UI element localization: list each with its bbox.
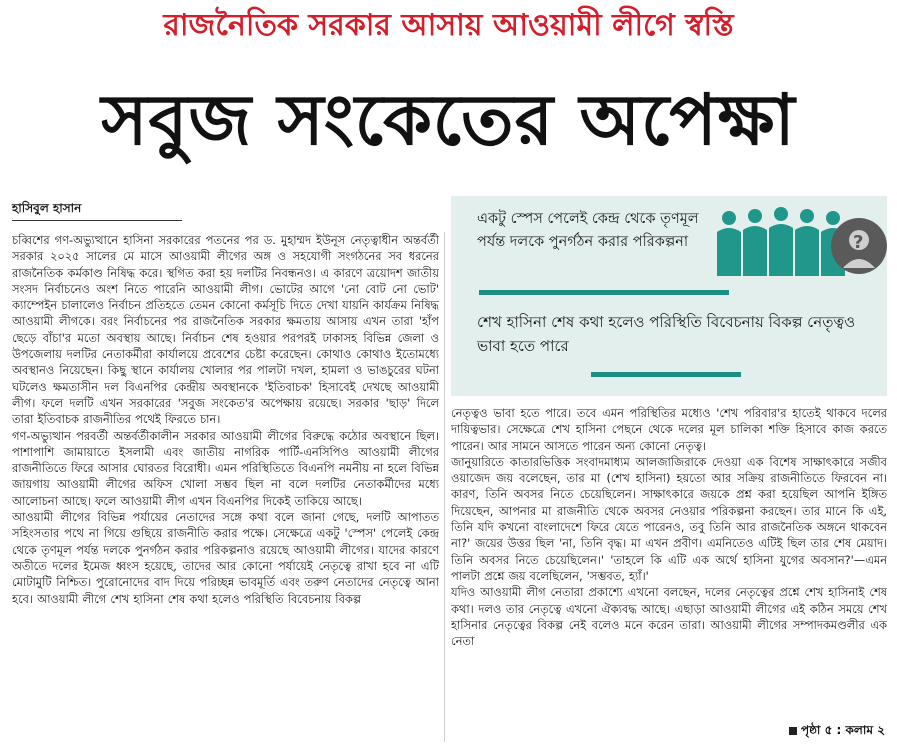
article-column-left: [12, 232, 439, 748]
paragraph: চব্বিশের গণ-অভ্যুত্থানে হাসিনা সরকারের পতনের পর ড. মুহাম্মদ ইউনূস নেতৃত্বাধীন অন্তর্বর্তী সরকার ২০২৫ সালের মে মাসে আওয়ামী লীগের অঙ্গ ও সহযোগী সংগঠনের সব ধরনের রাজনৈতিক কর্মকাণ্ড নিষিদ্ধ করে। স্থগিত করা হয় দলটির নিবন্ধনও। এ কারণে ত্রয়োদশ জাতীয় সংসদ নির্বাচনেও অংশ নিতে পারেনি আওয়ামী লীগ। ভোটের আগে 'নো বোট নো ভোট' ক্যাম্পেইন চালালেও নির্বাচন প্রতিহতে তেমন কোনো কর্মসূচি দিতে দেখা যায়নি কার্যক্রম নিষিদ্ধ আওয়ামী লীগকে। বরং নির্বাচনের পর রাজনৈতিক সরকার ক্ষমতায় আসায় এখন তারা 'হাঁপ ছেড়ে বাঁচা'র মতো অবস্থায় আছে। নির্বাচন শেষ হওয়ার পরপরই ঢাকাসহ বিভিন্ন জেলা ও উপজেলায় দলটির নেতাকর্মীরা কার্যালয়ে প্রবেশের চেষ্টা করেছেন। কোথাও কোথাও ইতোমধ্যে অবস্থানও নিয়েছেন। কিছু স্থানে কার্যালয় খোলার পর পালটা দখল, হামলা ও ভাঙচুরের ঘটনা ঘটলেও ক্ষমতাসীন দল বিএনপির কেন্দ্রীয় অবস্থানকে 'ইতিবাচক' হিসাবেই দেখছে আওয়ামী লীগ। ফলে দলটি এখন সরকারের 'সবুজ সংকেত'র অপেক্ষায় রয়েছে। সরকার 'ছাড়' দিলে তারা ইতিবাচক রাজনীতির পথেই ফিরতে চান।: [12, 233, 439, 427]
byline-rule: [12, 220, 182, 221]
svg-text:?: ?: [853, 232, 864, 253]
paragraph: জানুয়ারিতে কাতারভিত্তিক সংবাদমাধ্যম আলজাজিরাকে দেওয়া এক বিশেষ সাক্ষাৎকারে সজীব ওয়াজেদ জয় বলেছেন, তার মা (শেখ হাসিনা) হয়তো আর সক্রিয় রাজনীতিতে ফিরবেন না। কারণ, তিনি অবসর নিতে চেয়েছিলেন। সাক্ষাৎকারে জয়কে প্রশ্ন করা হয়েছিল আপনি ইঙ্গিত দিয়েছেন, আপনার মা রাজনীতি থেকে অবসর নেওয়ার পরিকল্পনা করছেন। তার মানে কি এই, তিনি যদি কখনো বাংলাদেশে ফিরে যেতে পারেনও, তবু তিনি আর রাজনৈতিক অঙ্গনে থাকবেন না?' জয়ের উত্তর ছিল 'না, তিনি বৃদ্ধ। মা এখন প্রবীণ। এমনিতেও এটিই ছিল তার শেষ মেয়াদ। তিনি অবসর নিতে চেয়েছিলেন।' 'তাহলে কি এটি এক অর্থে হাসিনা যুগের অবসান?'—এমন পালটা প্রশ্নে জয় বলেছিলেন, 'সম্ভবত, হ্যাঁ।': [451, 454, 887, 583]
promo-accent-bar: [591, 372, 741, 377]
paragraph: যদিও আওয়ামী লীগ নেতারা প্রকাশ্যে এখনো বলছেন, দলের নেতৃত্বের প্রশ্নে শেখ হাসিনাই শেষ কথা। দলও তার নেতৃত্বে এখনো ঐক্যবদ্ধ আছে। এছাড়া আওয়ামী লীগের এই কঠিন সময়ে শেখ হাসিনার নেতৃত্বের বিকল্প নেই বলেও মনে করেন তারা। আওয়ামী লীগের সম্পাদকমণ্ডলীর এক নেতা: [451, 585, 887, 649]
promo-accent-bar: [479, 290, 729, 295]
byline: হাসিবুল হাসান: [12, 201, 82, 215]
square-bullet-icon: [789, 727, 797, 735]
continuation-reference: [789, 722, 885, 742]
article-column-right: [451, 405, 887, 725]
continuation-label: পৃষ্ঠা ৫ : কলাম ২: [800, 723, 885, 737]
paragraph: আওয়ামী লীগের বিভিন্ন পর্যায়ের নেতাদের সঙ্গে কথা বলে জানা গেছে, দলটি আপাতত সহিংসতার পথে না গিয়ে গুছিয়ে রাজনীতি করার পক্ষে। সেক্ষেত্রে একটু 'স্পেস' পেলেই কেন্দ্র থেকে তৃণমূল পর্যন্ত দলকে পুনর্গঠন করার পরিকল্পনাও রয়েছে আওয়ামী লীগের। যাদের কারণে অতীতে দলের ইমেজ ধ্বংস হয়েছে, তাদের আর কোনো পর্যায়েই নেতৃত্বে রাখা হবে না এটি মোটামুটি নিশ্চিত। পুরোনোদের বাদ দিয়ে পরিচ্ছন্ন ভাবমূর্তি এবং তরুণ নেতাদের নেতৃত্বে আনা হবে। আওয়ামী লীগে শেখ হাসিনা শেষ কথা হলেও পরিস্থিতি বিবেচনায় বিকল্প: [12, 510, 439, 606]
main-headline: সবুজ সংকেতের অপেক্ষা: [101, 79, 796, 161]
paragraph: গণ-অভ্যুত্থান পরবর্তী অন্তর্বর্তীকালীন সরকার আওয়ামী লীগের বিরুদ্ধে কঠোর অবস্থানে ছিল। পাশাপাশি জামায়াতে ইসলামী এবং জাতীয় নাগরিক পার্টি-এনসিপিও আওয়ামী লীগের রাজনীতিতে ফিরে আসার ঘোরতর বিরোধী। এমন পরিস্থিতিতে বিএনপি নমনীয় না হলে বিভিন্ন জায়গায় আওয়ামী লীগের অফিস খোলা সম্ভব ছিল না বলে দলটির নেতাকর্মীদের মধ্যে আলোচনা আছে। ফলে আওয়ামী লীগ এখন বিএনপির দিকেই তাকিয়ে আছে।: [12, 428, 439, 508]
paragraph: নেতৃত্বও ভাবা হতে পারে। তবে এমন পরিস্থিতির মধ্যেও 'শেখ পরিবার'র হাতেই থাকবে দলের দায়িত্বভার। সেক্ষেত্রে শেখ হাসিনা পেছনে থেকে দলের মূল চালিকা শক্তি হিসাবে কাজ করতে পারেন। আর সামনে আসতে পারেন অন্য কোনো নেতৃত্ব।: [451, 406, 887, 453]
column-divider: [444, 232, 445, 742]
people-question-icon: [707, 202, 887, 292]
promo-box: [451, 196, 887, 396]
promo-teaser: একটু স্পেস পেলেই কেন্দ্র থেকে তৃণমূল পর্যন্ত দলকে পুনর্গঠন করার পরিকল্পনা: [477, 211, 699, 250]
kicker-headline: রাজনৈতিক সরকার আসায় আওয়ামী লীগে স্বস্তি: [163, 8, 734, 43]
promo-quote: শেখ হাসিনা শেষ কথা হলেও পরিস্থিতি বিবেচনায় বিকল্প নেতৃত্বও ভাবা হতে পারে: [477, 313, 856, 355]
